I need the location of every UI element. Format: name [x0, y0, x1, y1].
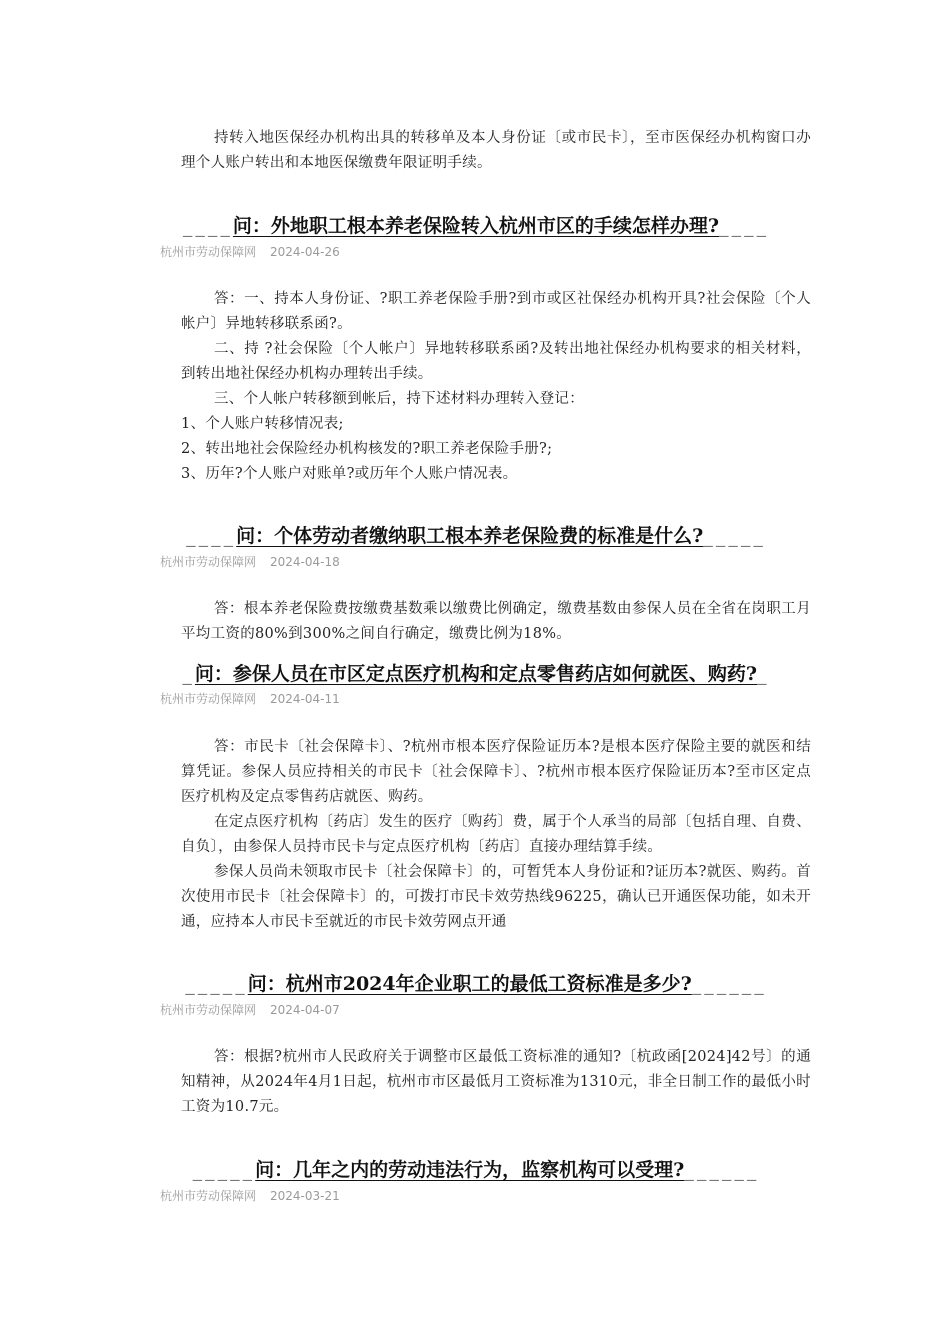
date-label: 2024-04-07: [270, 1003, 340, 1017]
date-label: 2024-04-18: [270, 555, 340, 569]
question-text: 问：杭州市2024年企业职工的最低工资标准是多少?: [247, 973, 692, 995]
source-label: 杭州市劳动保障网: [160, 692, 257, 706]
title-trailer: ______: [684, 1159, 760, 1181]
title-leader: ____: [186, 525, 237, 547]
question-title: [145, 522, 807, 550]
title-leader: _: [182, 663, 195, 685]
answer-line: 答：市民卡〔社会保障卡〕、?杭州市根本医疗保险证历本?是根本医疗保险主要的就医和结算凭证。参保人员应持相关的市民卡〔社会保障卡〕、?杭州市根本医疗保险证历本?至市区定点医疗机构及定点零售药店就医、购药。: [181, 739, 811, 805]
source-label: 杭州市劳动保障网: [160, 245, 257, 259]
title-leader: _____: [185, 973, 248, 995]
question-meta: [160, 690, 340, 707]
question-meta: [160, 1187, 340, 1204]
title-trailer: ____: [719, 215, 770, 237]
question-meta: [160, 553, 340, 570]
source-label: 杭州市劳动保障网: [160, 555, 257, 569]
answer-line: 参保人员尚未领取市民卡〔社会保障卡〕的，可暂凭本人身份证和?证历本?就医、购药。首次使用市民卡〔社会保障卡〕的，可拨打市民卡效劳热线96225，确认已开通医保功能，如未开通，应持本人市民卡至就近的市民卡效劳网点开通: [181, 864, 811, 930]
title-trailer: _____: [703, 525, 766, 547]
question-title: [145, 660, 807, 688]
answer-line: 2、转出地社会保险经办机构核发的?职工养老保险手册?;: [181, 441, 553, 457]
date-label: 2024-04-11: [270, 692, 340, 706]
answer-line: 3、历年?个人账户对账单?或历年个人账户情况表。: [181, 466, 518, 482]
answer-line: 三、个人帐户转移额到帐后，持下述材料办理转入登记：: [214, 391, 584, 407]
source-label: 杭州市劳动保障网: [160, 1189, 257, 1203]
answer-line: 在定点医疗机构〔药店〕发生的医疗〔购药〕费，属于个人承当的局部〔包括自理、自费、自负〕，由参保人员持市民卡与定点医疗机构〔药店〕直接办理结算手续。: [181, 814, 811, 855]
source-label: 杭州市劳动保障网: [160, 1003, 257, 1017]
answer-block: [181, 597, 811, 647]
answer-line: 答：根本养老保险费按缴费基数乘以缴费比例确定，缴费基数由参保人员在全省在岗职工月平均工资的80%到300%之间自行确定，缴费比例为18%。: [181, 601, 811, 642]
title-leader: _____: [192, 1159, 256, 1181]
question-meta: [160, 243, 340, 260]
question-meta: [160, 1001, 340, 1018]
answer-block: [181, 287, 811, 487]
title-leader: ____: [182, 215, 233, 237]
question-title: [145, 1156, 807, 1184]
title-trailer: _: [757, 663, 770, 685]
question-text: 问：参保人员在市区定点医疗机构和定点零售药店如何就医、购药?: [194, 663, 758, 685]
question-text: 问：外地职工根本养老保险转入杭州市区的手续怎样办理?: [232, 215, 720, 237]
question-text: 问：几年之内的劳动违法行为，监察机构可以受理?: [255, 1159, 685, 1181]
title-trailer: ______: [691, 973, 767, 995]
answer-block: [181, 735, 811, 935]
answer-line: 答：根据?杭州市人民政府关于调整市区最低工资标准的通知?〔杭政函[2024]42号〕的通知精神，从2024年4月1日起，杭州市市区最低月工资标准为1310元，非全日制工作的最低小时工资为10.7元。: [181, 1049, 811, 1115]
date-label: 2024-04-26: [270, 245, 340, 259]
intro-paragraph: 持转入地医保经办机构出具的转移单及本人身份证〔或市民卡〕，至市医保经办机构窗口办理个人账户转出和本地医保缴费年限证明手续。: [181, 130, 811, 171]
question-title: [145, 970, 807, 998]
question-text: 问：个体劳动者缴纳职工根本养老保险费的标准是什么?: [236, 525, 704, 547]
question-title: [145, 212, 807, 240]
answer-block: [181, 1045, 811, 1120]
answer-line: 二、持 ?社会保险〔个人帐户〕异地转移联系函?及转出地社保经办机构要求的相关材料，到转出地社保经办机构办理转出手续。: [181, 341, 811, 382]
answer-line: 答：一、持本人身份证、?职工养老保险手册?到市或区社保经办机构开具?社会保险〔个人帐户〕异地转移联系函?。: [181, 291, 811, 332]
date-label: 2024-03-21: [270, 1189, 340, 1203]
answer-line: 1、个人账户转移情况表;: [181, 416, 344, 432]
